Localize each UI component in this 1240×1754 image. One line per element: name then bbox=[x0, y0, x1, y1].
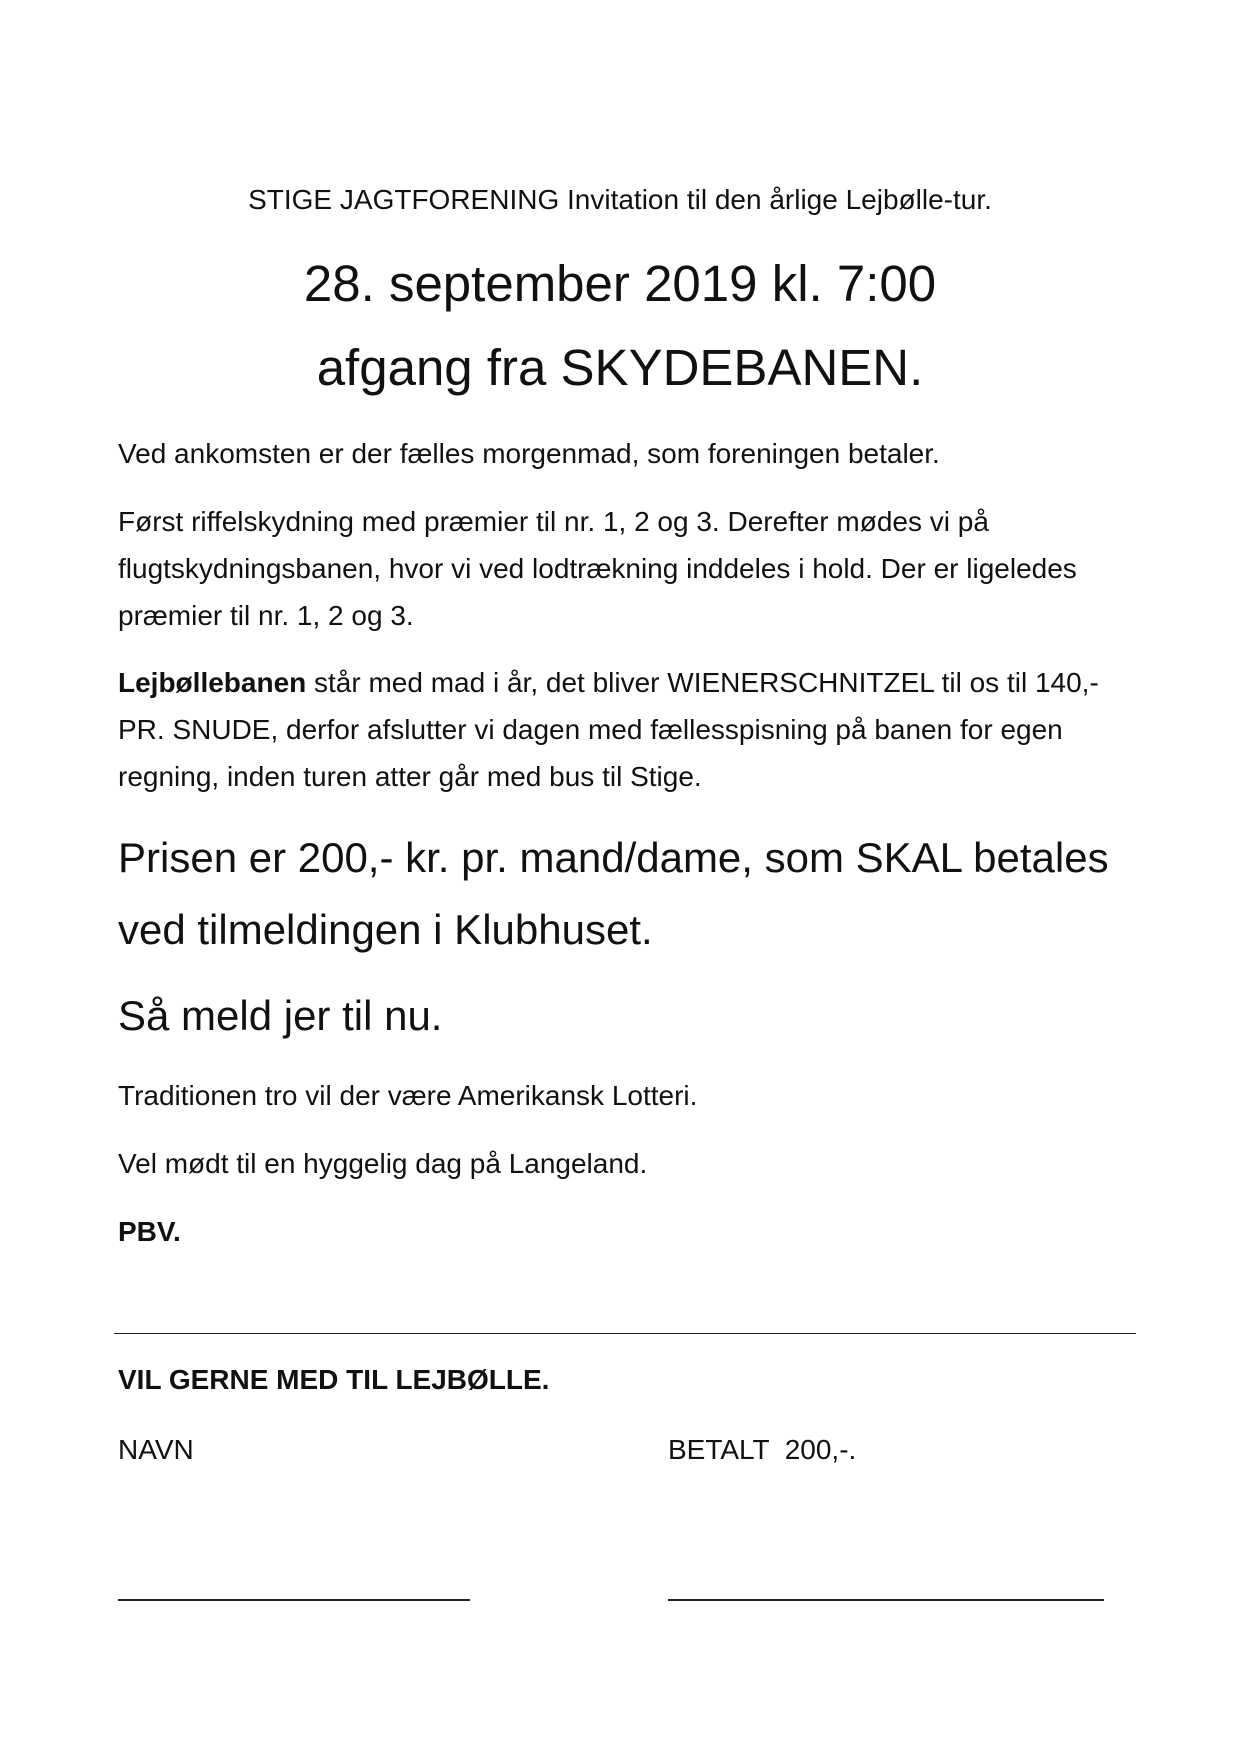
price-statement: Prisen er 200,- kr. pr. mand/dame, som SKAL betales ved tilmeldingen i Klubhuset. bbox=[118, 834, 1109, 953]
call-to-action: Så meld jer til nu. bbox=[118, 992, 443, 1039]
invitation-subtitle: STIGE JAGTFORENING Invitation til den årlige Lejbølle-tur. bbox=[248, 184, 992, 215]
breakfast-paragraph: Ved ankomsten er der fælles morgenmad, som foreningen betaler. bbox=[118, 438, 940, 469]
dinner-paragraph-text: står med mad i år, det bliver WIENERSCHNITZEL til os til 140,- PR. SNUDE, derfor afslutter vi dagen med fællesspisning på banen for egen regning, inden turen atter går med bus til Stige. bbox=[118, 667, 1099, 792]
name-field-label: NAVN bbox=[118, 1434, 194, 1465]
departure-heading: afgang fra SKYDEBANEN. bbox=[316, 339, 924, 396]
venue-name: Lejbøllebanen bbox=[118, 667, 307, 698]
name-write-line bbox=[118, 1599, 470, 1601]
paid-field-label: BETALT 200,-. bbox=[668, 1434, 857, 1465]
signoff: PBV. bbox=[118, 1216, 181, 1247]
paid-write-line bbox=[668, 1599, 1104, 1601]
welcome-paragraph: Vel mødt til en hyggelig dag på Langeland. bbox=[118, 1148, 648, 1179]
cut-line-divider bbox=[114, 1333, 1136, 1334]
event-date-heading: 28. september 2019 kl. 7:00 bbox=[303, 255, 937, 312]
dinner-paragraph bbox=[118, 659, 1128, 800]
signup-form-heading: VIL GERNE MED TIL LEJBØLLE. bbox=[118, 1364, 550, 1395]
lottery-paragraph: Traditionen tro vil der være Amerikansk Lotteri. bbox=[118, 1080, 698, 1111]
shooting-paragraph: Først riffelskydning med præmier til nr. 1, 2 og 3. Derefter mødes vi på flugtskydningsbanen, hvor vi ved lodtrækning inddeles i hold. Der er ligeledes præmier til nr. 1, 2 og 3. bbox=[118, 506, 1077, 631]
